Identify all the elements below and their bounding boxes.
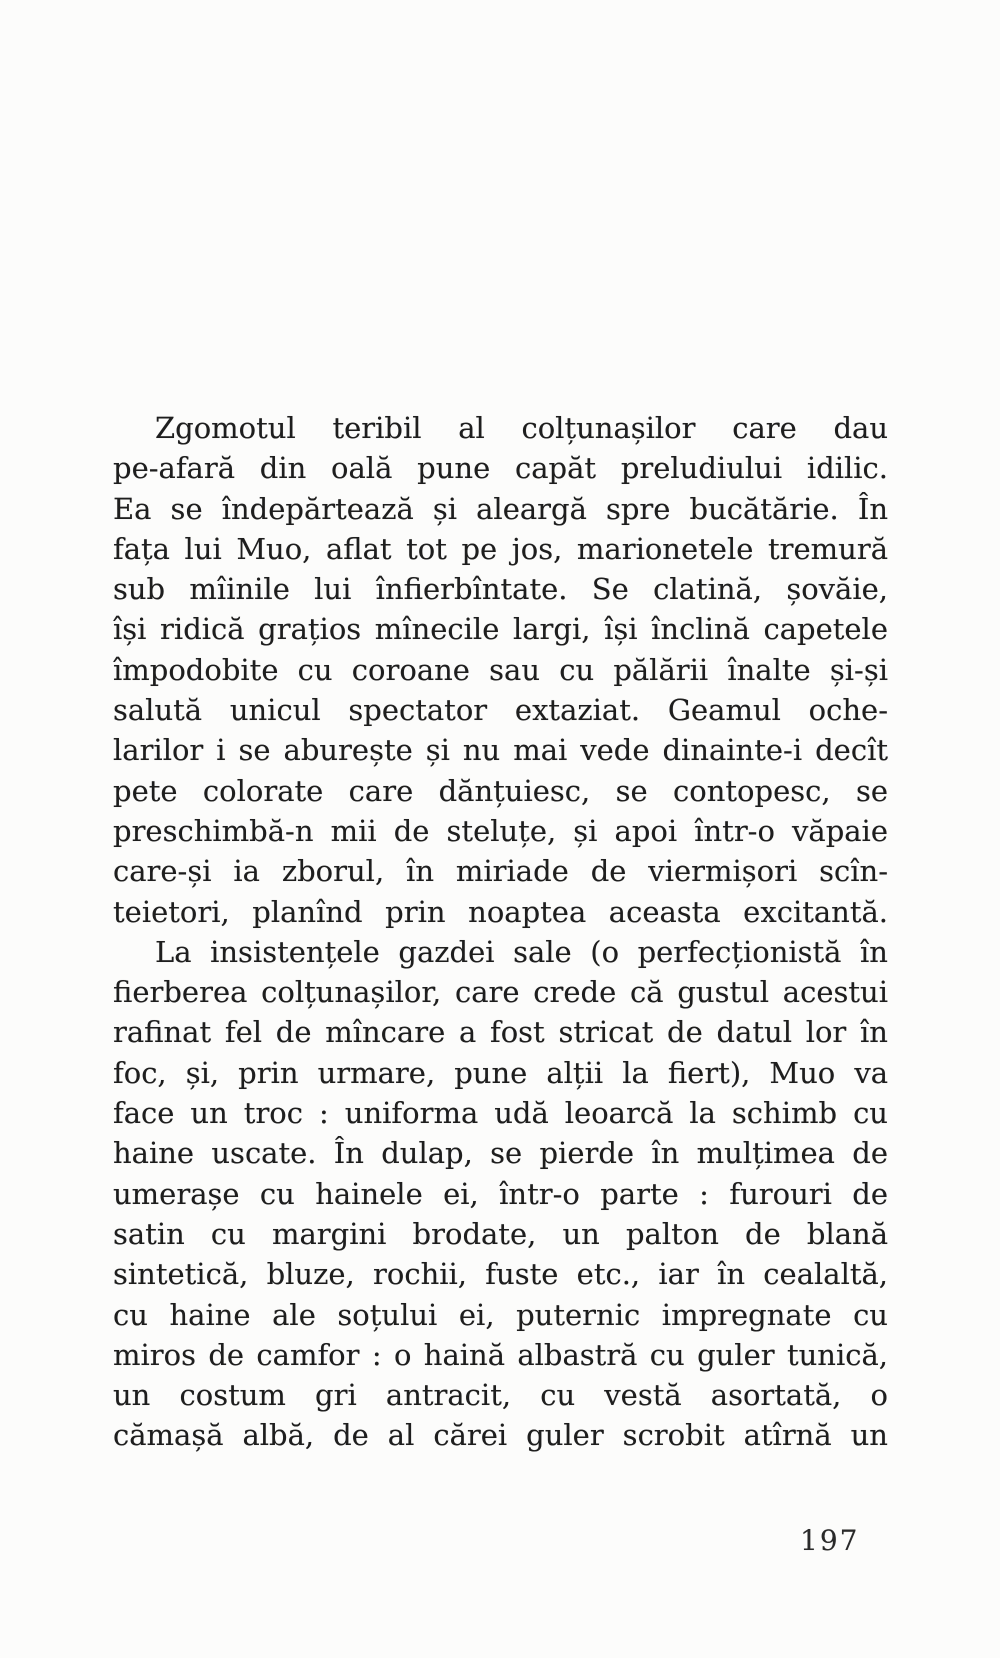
text-line: pete colorate care dănțuiesc, se contopesc, se [113, 773, 888, 808]
text-line: La insistențele gazdei sale (o perfecționistă în [155, 934, 888, 969]
text-line: un costum gri antracit, cu vestă asortată, o [113, 1378, 888, 1413]
text-line: sub mîinile lui înfierbîntate. Se clatină, șovăie, [113, 572, 888, 607]
text-line: umerașe cu hainele ei, într-o parte : furouri de [113, 1176, 888, 1211]
text-line: miros de camfor : o haină albastră cu guler tunică, [113, 1337, 888, 1372]
text-line: rafinat fel de mîncare a fost stricat de datul lor în [113, 1015, 888, 1050]
text-line: pe-afară din oală pune capăt preludiului idilic. [113, 451, 888, 486]
text-line: care-și ia zborul, în miriade de viermișori scîn- [113, 854, 888, 889]
text-line: fierberea colțunașilor, care crede că gustul acestui [113, 975, 888, 1010]
page-text [113, 408, 888, 1456]
text-line: face un troc : uniforma udă leoarcă la schimb cu [113, 1096, 888, 1131]
text-line: cămașă albă, de al cărei guler scrobit atîrnă un [113, 1418, 888, 1453]
paragraph [113, 408, 888, 932]
page-number: 197 [800, 1524, 860, 1557]
text-line: fața lui Muo, aflat tot pe jos, marionetele tremură [113, 531, 888, 566]
text-line: satin cu margini brodate, un palton de blană [113, 1216, 888, 1251]
paragraph [113, 932, 888, 1456]
text-line: Ea se îndepărtează și aleargă spre bucătărie. În [113, 491, 888, 526]
text-line: își ridică grațios mînecile largi, își înclină capetele [113, 612, 888, 647]
text-line: cu haine ale soțului ei, puternic impregnate cu [113, 1297, 888, 1332]
text-line: haine uscate. În dulap, se pierde în mulțimea de [113, 1136, 888, 1171]
text-line: teietori, planînd prin noaptea aceasta excitantă. [113, 894, 888, 929]
text-line: foc, și, prin urmare, pune alții la fiert), Muo va [113, 1055, 888, 1090]
text-line: preschimbă-n mii de steluțe, și apoi într-o văpaie [113, 813, 888, 848]
text-line: împodobite cu coroane sau cu pălării înalte și-și [113, 652, 888, 687]
text-line: salută unicul spectator extaziat. Geamul oche- [113, 693, 888, 728]
text-line: Zgomotul teribil al colțunașilor care dau [155, 411, 888, 445]
text-line: sintetică, bluze, rochii, fuste etc., iar în cealaltă, [113, 1257, 888, 1292]
text-line: larilor i se aburește și nu mai vede dinainte-i decît [113, 733, 888, 768]
